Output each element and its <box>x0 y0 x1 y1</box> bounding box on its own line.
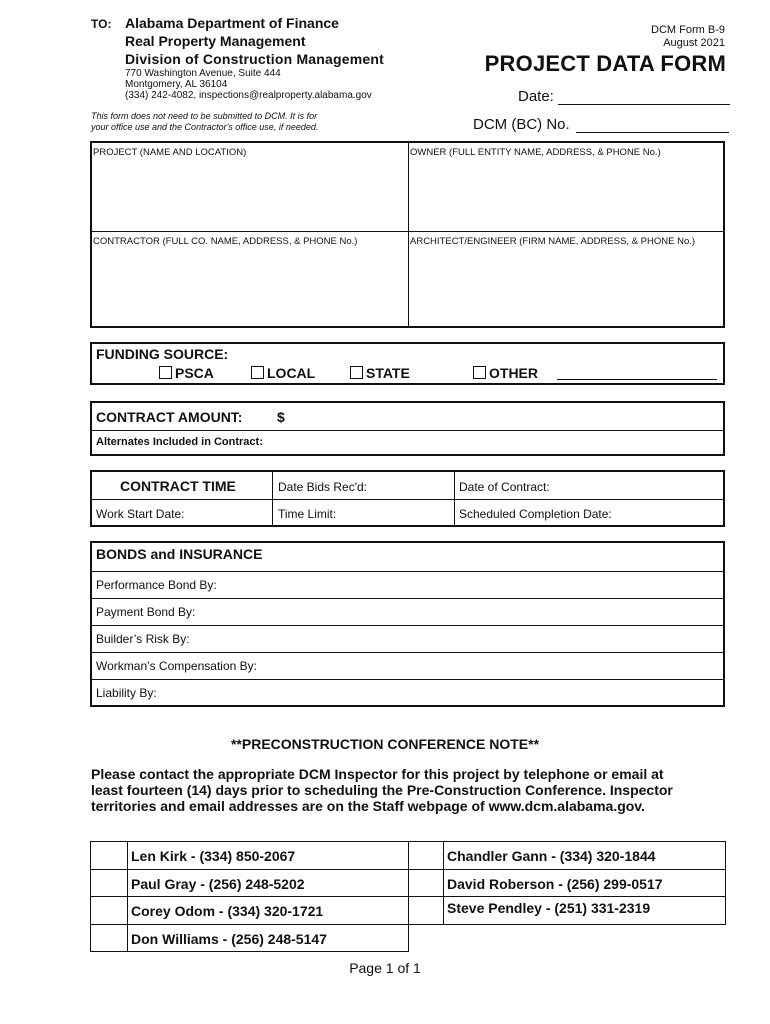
inspector-check-cell[interactable] <box>91 842 128 869</box>
usage-note-line: This form does not need to be submitted to DCM. It is for <box>91 111 318 121</box>
agency-address <box>125 68 372 101</box>
divider <box>92 231 723 232</box>
workmans-comp-field[interactable]: Workman’s Compensation By: <box>92 652 723 679</box>
inspector-check-cell[interactable] <box>91 897 128 924</box>
agency-name: Alabama Department of Finance <box>125 15 339 31</box>
payment-bond-field[interactable]: Payment Bond By: <box>92 598 723 625</box>
page-number: Page 1 of 1 <box>349 960 421 976</box>
checkbox-label: PSCA <box>175 365 214 381</box>
inspector-row[interactable] <box>91 842 408 870</box>
agency-block <box>125 14 384 68</box>
project-info-box <box>90 141 725 328</box>
contract-time-title: CONTRACT TIME <box>120 478 236 494</box>
dcm-number-input-line[interactable] <box>576 119 729 133</box>
liability-field[interactable]: Liability By: <box>92 679 723 706</box>
inspector-row[interactable] <box>91 897 408 925</box>
inspector-name: Len Kirk - (334) 850-2067 <box>131 848 296 864</box>
funding-source-title: FUNDING SOURCE: <box>96 346 229 362</box>
contractor-field[interactable]: CONTRACTOR (FULL CO. NAME, ADDRESS, & PHONE No.) <box>93 236 358 247</box>
date-bids-received-field[interactable]: Date Bids Rec'd: <box>278 480 367 494</box>
form-id <box>651 24 725 50</box>
address-contact: (334) 242-4082, inspections@realproperty.alabama.gov <box>125 90 372 101</box>
usage-note-line: your office use and the Contractor's office use, if needed. <box>91 122 319 132</box>
note-line: territories and email addresses are on the Staff webpage of www.dcm.alabama.gov. <box>91 798 645 814</box>
bonds-insurance-box <box>90 541 725 707</box>
usage-note <box>91 111 381 133</box>
divider <box>408 143 409 326</box>
checkbox-label: LOCAL <box>267 365 316 381</box>
divider <box>92 430 723 431</box>
performance-bond-field[interactable]: Performance Bond By: <box>92 571 723 598</box>
funding-psca-checkbox[interactable] <box>159 365 214 381</box>
inspector-name: Steve Pendley - (251) 331-2319 <box>447 900 651 916</box>
divider <box>272 472 273 525</box>
architect-field[interactable]: ARCHITECT/ENGINEER (FIRM NAME, ADDRESS, & PHONE No.) <box>410 236 696 247</box>
funding-state-checkbox[interactable] <box>350 365 410 381</box>
inspector-row[interactable] <box>408 870 725 898</box>
inspector-name: Paul Gray - (256) 248-5202 <box>131 875 305 892</box>
inspector-table-left <box>90 841 409 952</box>
dcm-number-label: DCM (BC) No. <box>473 116 570 133</box>
owner-field[interactable]: OWNER (FULL ENTITY NAME, ADDRESS, & PHONE No.) <box>410 147 661 158</box>
inspector-row[interactable] <box>91 870 408 898</box>
note-line: Please contact the appropriate DCM Inspector for this project by telephone or email at <box>91 766 664 782</box>
form-number: DCM Form B-9 <box>651 24 725 36</box>
divider <box>92 499 723 500</box>
preconstruction-note-title: **PRECONSTRUCTION CONFERENCE NOTE** <box>230 736 540 752</box>
bonds-insurance-title: BONDS and INSURANCE <box>96 546 263 562</box>
inspector-row[interactable] <box>408 897 725 925</box>
funding-other-input-line[interactable] <box>557 379 717 380</box>
address-city: Montgomery, AL 36104 <box>125 79 228 90</box>
inspector-check-cell[interactable] <box>408 897 444 925</box>
inspector-row[interactable] <box>91 925 408 953</box>
address-street: 770 Washington Avenue, Suite 444 <box>125 68 281 79</box>
page-title: PROJECT DATA FORM <box>484 51 726 76</box>
note-line: least fourteen (14) days prior to scheduling the Pre-Construction Conference. Inspector <box>91 782 673 798</box>
checkbox-label: OTHER <box>489 365 538 381</box>
project-name-field[interactable]: PROJECT (NAME AND LOCATION) <box>93 147 247 158</box>
inspector-check-cell[interactable] <box>91 925 128 953</box>
inspector-check-cell[interactable] <box>408 870 444 897</box>
checkbox-icon <box>350 366 363 379</box>
inspector-name: David Roberson - (256) 299-0517 <box>447 875 663 892</box>
funding-other-checkbox[interactable] <box>473 365 538 381</box>
agency-division: Division of Construction Management <box>125 51 385 67</box>
contract-amount-label: CONTRACT AMOUNT: <box>96 409 243 425</box>
date-input-line[interactable] <box>558 91 730 105</box>
checkbox-label: STATE <box>366 365 410 381</box>
scheduled-completion-field[interactable]: Scheduled Completion Date: <box>459 507 612 521</box>
inspector-name: Corey Odom - (334) 320-1721 <box>131 903 324 919</box>
dcm-number-field <box>473 116 729 133</box>
funding-local-checkbox[interactable] <box>251 365 315 381</box>
inspector-check-cell[interactable] <box>91 870 128 897</box>
contract-amount-field[interactable]: $ <box>277 409 285 425</box>
checkbox-icon <box>473 366 486 379</box>
inspector-row[interactable] <box>408 842 725 870</box>
builders-risk-field[interactable]: Builder’s Risk By: <box>92 625 723 652</box>
to-label: TO: <box>91 17 112 31</box>
inspector-table-right <box>408 841 726 925</box>
preconstruction-note-text <box>91 766 731 814</box>
inspector-name: Don Williams - (256) 248-5147 <box>131 930 327 947</box>
date-label: Date: <box>518 88 554 105</box>
work-start-date-field[interactable]: Work Start Date: <box>96 507 185 521</box>
contract-time-box <box>90 470 725 527</box>
funding-source-box <box>90 342 725 385</box>
divider <box>454 472 455 525</box>
alternates-field[interactable]: Alternates Included in Contract: <box>96 436 263 448</box>
inspector-check-cell[interactable] <box>408 842 444 869</box>
time-limit-field[interactable]: Time Limit: <box>278 507 337 521</box>
agency-office: Real Property Management <box>125 33 306 49</box>
inspector-name: Chandler Gann - (334) 320-1844 <box>447 848 656 864</box>
date-field <box>518 88 730 105</box>
checkbox-icon <box>251 366 264 379</box>
form-revision-date: August 2021 <box>663 37 725 49</box>
contract-amount-box <box>90 401 725 456</box>
checkbox-icon <box>159 366 172 379</box>
date-of-contract-field[interactable]: Date of Contract: <box>459 480 550 494</box>
